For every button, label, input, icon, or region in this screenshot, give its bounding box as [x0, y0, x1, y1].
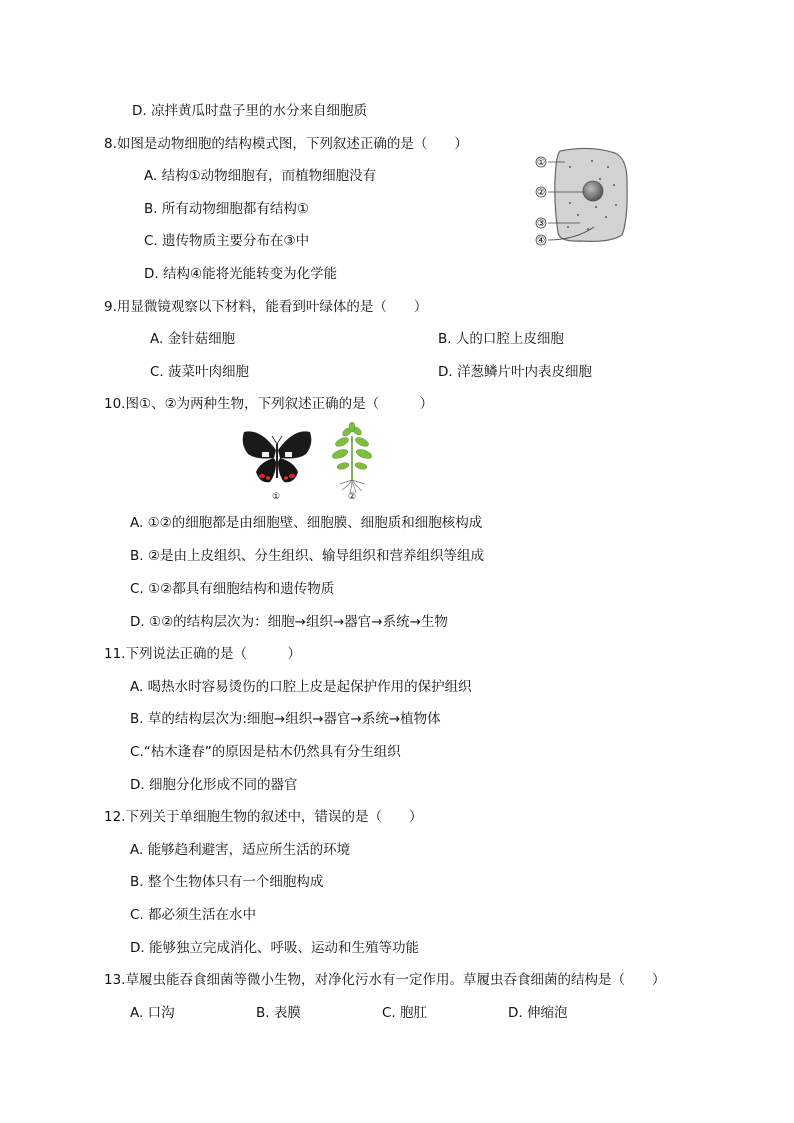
- cell-label-3: ③: [536, 219, 546, 229]
- q11-stem: 11.下列说法正确的是（ ）: [104, 646, 301, 662]
- q12-option-c: C. 都必须生活在水中: [130, 907, 257, 923]
- q8-option-a: A. 结构①动物细胞有，而植物细胞没有: [144, 168, 377, 184]
- q10-option-a: A. ①②的细胞都是由细胞壁、细胞膜、细胞质和细胞核构成: [130, 515, 483, 531]
- q10-stem: 10.图①、②为两种生物，下列叙述正确的是（ ）: [104, 396, 434, 412]
- q9-option-d: D. 洋葱鳞片叶内表皮细胞: [438, 364, 592, 380]
- figure-label-2: ②: [347, 492, 357, 502]
- q11-option-a: A. 喝热水时容易烫伤的口腔上皮是起保护作用的保护组织: [130, 679, 472, 695]
- q12-option-a: A. 能够趋利避害，适应所生活的环境: [130, 842, 351, 858]
- q12-option-d: D. 能够独立完成消化、呼吸、运动和生殖等功能: [130, 940, 419, 956]
- q13-option-c: C. 胞肛: [382, 1005, 428, 1021]
- q8-option-d: D. 结构④能将光能转变为化学能: [144, 266, 338, 282]
- butterfly-figure: [238, 426, 316, 490]
- q12-stem: 12.下列关于单细胞生物的叙述中，错误的是（ ）: [104, 809, 423, 825]
- q10-option-d: D. ①②的结构层次为：细胞→组织→器官→系统→生物: [130, 614, 448, 630]
- q9-option-b: B. 人的口腔上皮细胞: [438, 331, 564, 347]
- q9-stem: 9.用显微镜观察以下材料，能看到叶绿体的是（ ）: [104, 299, 428, 315]
- q11-option-b: B. 草的结构层次为:细胞→组织→器官→系统→植物体: [130, 711, 441, 727]
- q11-option-d: D. 细胞分化形成不同的器官: [130, 777, 298, 793]
- q10-option-b: B. ②是由上皮组织、分生组织、输导组织和营养组织等组成: [130, 548, 484, 564]
- q13-stem: 13.草履虫能吞食细菌等微小生物，对净化污水有一定作用。草履虫吞食细菌的结构是（ ）: [104, 972, 666, 988]
- cell-label-4: ④: [536, 236, 546, 246]
- q13-option-a: A. 口沟: [130, 1005, 175, 1021]
- cell-label-1: ①: [536, 158, 546, 168]
- figure-label-1: ①: [271, 492, 281, 502]
- animal-cell-figure: [530, 145, 635, 250]
- q8-stem: 8.如图是动物细胞的结构模式图，下列叙述正确的是（ ）: [104, 136, 468, 152]
- q13-option-b: B. 表膜: [256, 1005, 301, 1021]
- q9-option-a: A. 金针菇细胞: [150, 331, 236, 347]
- q10-option-c: C. ①②都具有细胞结构和遗传物质: [130, 581, 335, 597]
- q11-option-c: C.“枯木逢春”的原因是枯木仍然具有分生组织: [130, 744, 401, 760]
- cell-label-2: ②: [536, 188, 546, 198]
- q8-option-b: B. 所有动物细胞都有结构①: [144, 201, 309, 217]
- q12-option-b: B. 整个生物体只有一个细胞构成: [130, 874, 324, 890]
- plant-figure: [330, 422, 374, 494]
- q7-option-d: D. 凉拌黄瓜时盘子里的水分来自细胞质: [132, 103, 367, 119]
- q13-option-d: D. 伸缩泡: [508, 1005, 568, 1021]
- q8-option-c: C. 遗传物质主要分布在③中: [144, 233, 310, 249]
- q9-option-c: C. 菠菜叶肉细胞: [150, 364, 250, 380]
